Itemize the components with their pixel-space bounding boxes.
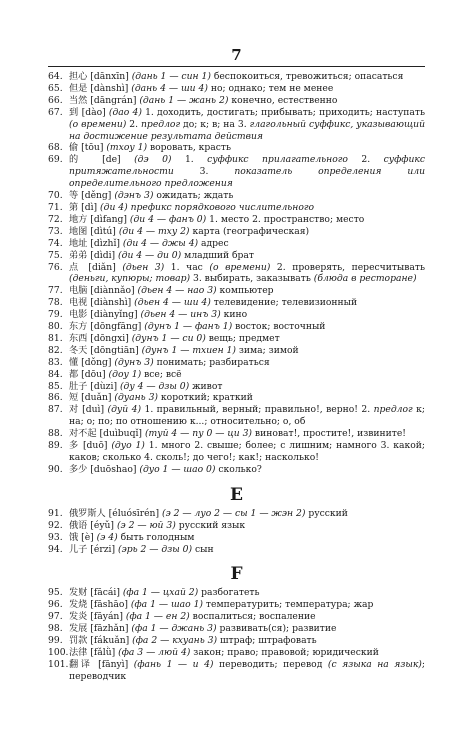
entry-text: 短 [duǎn] — [69, 392, 115, 404]
entry-annotation: (фа 2 — кхуань 3) — [132, 635, 218, 647]
entry-annotation: (блюда в ресторане) — [313, 273, 417, 285]
dictionary-entry — [48, 214, 425, 226]
entry-annotation: (дунъ 1 — си 0) — [131, 332, 206, 344]
entry-text: карта (географическая) — [189, 225, 310, 237]
entry-text: 弟弟 [dìdi] — [69, 249, 119, 261]
entry-annotation: (ди 4 — ди 0) — [118, 249, 182, 261]
entry-text: переводить; перевод — [213, 658, 328, 670]
entry-number: 84. — [48, 368, 63, 380]
entry-annotation: (фань 1 — и 4) — [133, 658, 214, 670]
dictionary-entry — [48, 309, 425, 321]
entry-text: но; однако; тем не менее — [207, 82, 334, 94]
entry-text: 点 [diǎn] — [69, 261, 123, 273]
dictionary-entry — [48, 202, 425, 214]
entry-annotation: (ди 4 — фанъ 0) — [129, 213, 207, 225]
entry-annotation: предлог — [141, 118, 181, 130]
entry-text: 多少 [duōshao] — [69, 463, 140, 475]
entry-annotation: (дуо 1) — [111, 440, 145, 452]
entry-text: живот — [189, 380, 223, 392]
entry-text: 担心 [dānxīn] — [69, 71, 132, 82]
dictionary-entry — [48, 659, 425, 683]
header-rule — [48, 66, 425, 67]
dictionary-entry — [48, 532, 425, 544]
dictionary-entry — [48, 404, 425, 428]
entry-number: 74. — [48, 237, 63, 249]
entry-text: воспалиться; воспаление — [189, 611, 316, 623]
entry-number: 82. — [48, 344, 63, 356]
entry-text: сын — [192, 543, 214, 555]
entry-text: 3. — [173, 166, 235, 178]
entry-text: 1. — [171, 154, 208, 166]
entry-text: 1. доходить, достигать; прибывать; приходить; наступать — [141, 106, 425, 118]
entry-annotation: (ди 4 — джы 4) — [122, 237, 199, 249]
dictionary-entry — [48, 238, 425, 250]
entry-text: 2. проверять, пересчитывать — [270, 261, 425, 273]
entry-number: 85. — [48, 380, 63, 392]
dictionary-entry — [48, 520, 425, 532]
entry-text: 2. — [347, 154, 384, 166]
entry-annotation: (дунъ 3) — [114, 356, 154, 368]
entry-text: 法律 [fǎlǜ] — [69, 646, 119, 658]
entry-annotation: (дунъ 1 — тхиен 1) — [141, 344, 236, 356]
entry-annotation: (деньги, купюры; товар) — [69, 273, 191, 285]
entry-text: русский язык — [175, 519, 246, 531]
entry-text: 儿子 [érzi] — [69, 543, 118, 555]
dictionary-entry — [48, 357, 425, 369]
entry-annotation: глагольный суффикс, указывающий на достижение результата действия — [69, 118, 425, 142]
entry-text: восток; восточный — [232, 321, 326, 333]
entry-text: 俄罗斯人 [éluósīrén] — [69, 507, 162, 519]
entry-text: ; переводчик — [69, 658, 426, 682]
entry-number: 71. — [48, 201, 63, 213]
entry-text: 偷 [tōu] — [69, 142, 107, 154]
entry-annotation: (ди 4 — тху 2) — [118, 225, 190, 237]
dictionary-entry — [48, 250, 425, 262]
dictionary-entry — [48, 544, 425, 556]
dictionary-entry — [48, 623, 425, 635]
entry-text: короткий; краткий — [158, 392, 253, 404]
entry-number: 69. — [48, 154, 63, 166]
entry-text: вещь; предмет — [205, 332, 280, 344]
entry-list — [48, 71, 425, 683]
entry-annotation: показатель определения или определительного предложения — [69, 166, 426, 190]
dictionary-entry — [48, 107, 425, 143]
entry-number: 67. — [48, 106, 63, 118]
entry-annotation: (фа 1 — джань 3) — [131, 623, 217, 635]
entry-text: 发炎 [fāyán] — [69, 611, 126, 623]
dictionary-entry — [48, 345, 425, 357]
entry-number: 66. — [48, 94, 63, 106]
entry-annotation: (туй 4 — пу 0 — ци 3) — [144, 428, 252, 440]
entry-text: 2. — [126, 118, 142, 130]
entry-text: 对 [duì] — [69, 404, 108, 416]
entry-text: 第 [dì] — [69, 201, 101, 213]
entry-annotation: (дань 1 — син 1) — [131, 71, 211, 82]
dictionary-entry — [48, 297, 425, 309]
dictionary-entry — [48, 611, 425, 623]
entry-number: 81. — [48, 332, 63, 344]
entry-text: 到 [dào] — [69, 106, 109, 118]
entry-text: 1. место 2. пространство; место — [206, 213, 365, 225]
entry-annotation: (тхоу 1) — [106, 142, 148, 154]
entry-text: кино — [220, 309, 248, 321]
entry-text: 肚子 [dùzi] — [69, 380, 120, 392]
entry-text: 东西 [dōngxi] — [69, 332, 132, 344]
dictionary-entry — [48, 226, 425, 238]
entry-text: 地址 [dìzhǐ] — [69, 237, 123, 249]
entry-number: 96. — [48, 599, 63, 611]
entry-number: 95. — [48, 587, 63, 599]
entry-text: 多 [duō] — [69, 440, 112, 452]
entry-number: 99. — [48, 635, 63, 647]
entry-annotation: (о времени) — [209, 261, 271, 273]
entry-text: 发展 [fāzhǎn] — [69, 623, 132, 635]
entry-text: 当然 [dāngrán] — [69, 94, 140, 106]
entry-text: 发财 [fācái] — [69, 587, 123, 599]
entry-text: телевидение; телевизионный — [210, 297, 358, 309]
dictionary-entry — [48, 635, 425, 647]
entry-number: 72. — [48, 213, 63, 225]
entry-annotation: (фа 3 — люй 4) — [118, 646, 191, 658]
entry-number: 65. — [48, 82, 63, 94]
entry-text: 发烧 [fāshāo] — [69, 599, 131, 611]
dictionary-entry — [48, 647, 425, 659]
entry-number: 88. — [48, 428, 63, 440]
entry-text: 等 [děng] — [69, 190, 115, 202]
entry-annotation: (э 4) — [96, 531, 118, 543]
entry-text: 但是 [dànshì] — [69, 82, 132, 94]
dictionary-entry — [48, 392, 425, 404]
entry-text: 俄语 [éyǔ] — [69, 519, 117, 531]
entry-annotation: (дьен 4 — нао 3) — [137, 285, 217, 297]
entry-text: ожидать; ждать — [153, 190, 234, 202]
dictionary-entry — [48, 440, 425, 464]
entry-text: разбогатеть — [198, 587, 260, 599]
entry-annotation: (дьен 4 — ши 4) — [134, 297, 211, 309]
entry-annotation: (э 2 — юй 3) — [116, 519, 176, 531]
entry-annotation: предлог — [373, 404, 413, 416]
entry-text: штраф; штрафовать — [217, 635, 317, 647]
entry-annotation: (дуо 1 — шао 0) — [139, 463, 216, 475]
dictionary-entry — [48, 262, 425, 286]
entry-text: быть голодным — [117, 531, 195, 543]
entry-text: 电视 [diànshì] — [69, 297, 135, 309]
entry-text: понимать; разбираться — [153, 356, 270, 368]
entry-text: 地图 [dìtú] — [69, 225, 119, 237]
entry-annotation: (дьен 3) — [122, 261, 165, 273]
entry-number: 70. — [48, 190, 63, 202]
entry-text: 翻译 [fānyì] — [69, 658, 134, 670]
entry-number: 75. — [48, 249, 63, 261]
entry-text: развивать(ся); развитие — [216, 623, 337, 635]
entry-text: 饿 [è] — [69, 531, 97, 543]
page-number: 7 — [231, 46, 242, 64]
entry-annotation: (дуань 3) — [114, 392, 159, 404]
section-letter: E — [230, 484, 243, 505]
entry-number: 79. — [48, 309, 63, 321]
entry-number: 73. — [48, 225, 63, 237]
entry-number: 77. — [48, 285, 63, 297]
entry-number: 89. — [48, 440, 63, 452]
entry-annotation: (фа 1 — ен 2) — [125, 611, 190, 623]
entry-annotation: (фа 1 — шао 1) — [130, 599, 204, 611]
entry-annotation: (фа 1 — цхай 2) — [122, 587, 199, 599]
entry-annotation: (доу 1) — [108, 368, 142, 380]
entry-text: 1. много 2. свыше; более; с лишним; намного 3. какой; каков; сколько 4. сколь!; до чего!; как!; насколько! — [69, 440, 426, 463]
entry-text: 地方 [dìfang] — [69, 213, 130, 225]
entry-annotation: (э 2 — луо 2 — сы 1 — жэн 2) — [161, 507, 306, 519]
entry-text: младший брат — [181, 249, 254, 261]
entry-text: 罚款 [fákuǎn] — [69, 635, 133, 647]
entry-number: 83. — [48, 356, 63, 368]
entry-text: 懂 [dǒng] — [69, 356, 115, 368]
dictionary-entry — [48, 190, 425, 202]
entry-annotation: (дэнъ 3) — [114, 190, 154, 202]
entry-number: 86. — [48, 392, 63, 404]
entry-number: 80. — [48, 321, 63, 333]
entry-number: 64. — [48, 71, 63, 82]
entry-number: 101. — [48, 658, 69, 670]
entry-text: беспокоиться, тревожиться; опасаться — [210, 71, 404, 82]
entry-text: компьютер — [216, 285, 274, 297]
entry-number: 68. — [48, 142, 63, 154]
entry-number: 97. — [48, 611, 63, 623]
entry-annotation: (эрь 2 — дзы 0) — [118, 543, 193, 555]
entry-text: адрес — [198, 237, 229, 249]
dictionary-entry — [48, 381, 425, 393]
entry-text: 冬天 [dōngtiān] — [69, 344, 142, 356]
entry-annotation: (дань 1 — жань 2) — [139, 94, 229, 106]
entry-annotation: (о времени) — [69, 118, 127, 130]
entry-text: 东方 [dōngfāng] — [69, 321, 145, 333]
entry-text: русский — [305, 507, 348, 519]
dictionary-entry — [48, 285, 425, 297]
entry-annotation: (ди 4) префикс порядкового числительного — [100, 201, 315, 213]
entry-text: сколько? — [215, 463, 262, 475]
dictionary-entry — [48, 71, 425, 83]
dictionary-entry — [48, 428, 425, 440]
entry-annotation: (дэ 0) — [134, 154, 172, 166]
entry-text: температурить; температура; жар — [203, 599, 374, 611]
entry-number: 90. — [48, 463, 63, 475]
section-letter: F — [230, 564, 243, 585]
entry-annotation: (ду 4 — дзы 0) — [119, 380, 190, 392]
entry-number: 94. — [48, 543, 63, 555]
dictionary-entry — [48, 369, 425, 381]
dictionary-entry — [48, 333, 425, 345]
entry-number: 87. — [48, 404, 63, 416]
entry-text: 1. правильный, верный; правильно!, верно! 2. — [141, 404, 374, 416]
dictionary-entry — [48, 587, 425, 599]
entry-annotation: суффикс прилагательного — [207, 154, 348, 166]
entry-text: 3. выбирать, заказывать — [190, 273, 314, 285]
entry-annotation: (дань 4 — ши 4) — [131, 82, 208, 94]
entry-number: 76. — [48, 261, 63, 273]
entry-text: закон; право; правовой; юридический — [190, 646, 379, 658]
entry-text: конечно, естественно — [228, 94, 338, 106]
entry-number: 78. — [48, 297, 63, 309]
dictionary-entry — [48, 154, 425, 190]
entry-annotation: (дьен 4 — инъ 3) — [140, 309, 221, 321]
entry-number: 91. — [48, 507, 63, 519]
entry-text: к; на; о; по; по отношению к...; относительно; о, об — [69, 404, 425, 428]
entry-text: 对不起 [duìbuqǐ] — [69, 428, 145, 440]
entry-annotation: суффикс притяжательности — [69, 154, 426, 178]
entry-annotation: (дунъ 1 — фанъ 1) — [144, 321, 233, 333]
entry-text: 的 [de] — [69, 154, 135, 166]
entry-text: 都 [dōu] — [69, 368, 109, 380]
entry-text: 1. час — [164, 261, 210, 273]
entry-annotation: (дао 4) — [108, 106, 142, 118]
entry-text: 电脑 [diànnǎo] — [69, 285, 138, 297]
dictionary-entry — [48, 508, 425, 520]
dictionary-entry — [48, 142, 425, 154]
entry-number: 98. — [48, 623, 63, 635]
entry-number: 100. — [48, 646, 69, 658]
dictionary-entry — [48, 599, 425, 611]
entry-number: 93. — [48, 531, 63, 543]
entry-annotation: (с языка на язык) — [327, 658, 422, 670]
entry-text: виноват!, простите!, извините! — [252, 428, 406, 440]
dictionary-entry — [48, 321, 425, 333]
entry-text: воровать, красть — [147, 142, 231, 154]
entry-text: до; к; в; на 3. — [180, 118, 250, 130]
dictionary-entry — [48, 83, 425, 95]
entry-number: 92. — [48, 519, 63, 531]
dictionary-entry — [48, 464, 425, 476]
entry-text: 电影 [diànyǐng] — [69, 309, 141, 321]
dictionary-entry — [48, 95, 425, 107]
entry-text: зима; зимой — [235, 344, 299, 356]
entry-annotation: (дуй 4) — [107, 404, 142, 416]
entry-text: все; всё — [141, 368, 182, 380]
